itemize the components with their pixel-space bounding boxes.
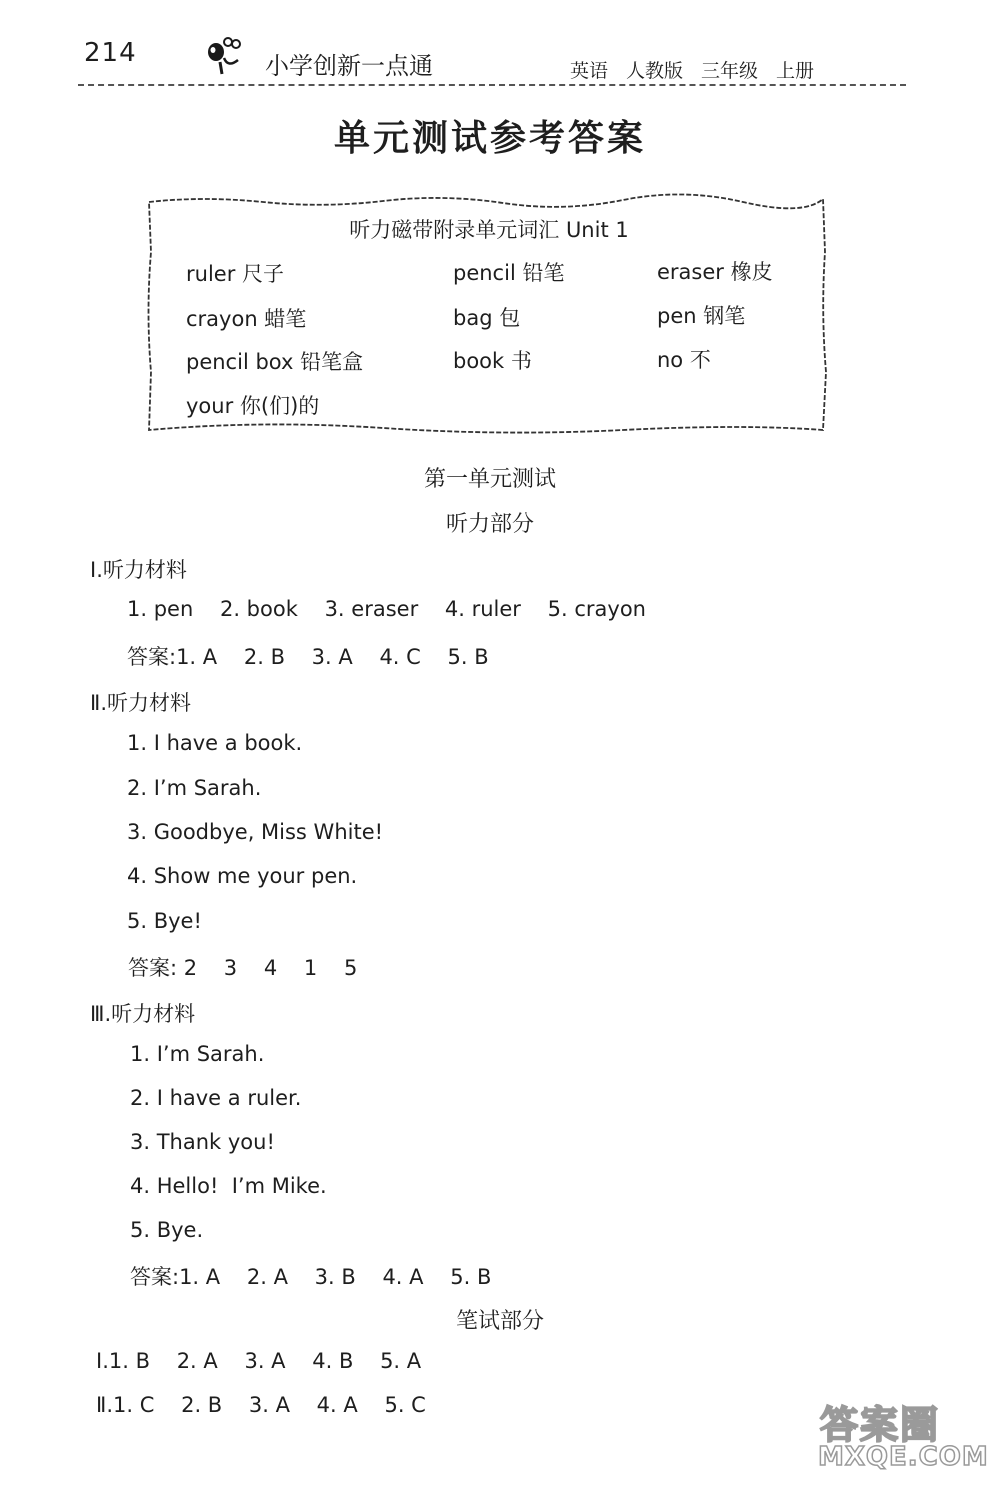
vocab-item: no 不 — [657, 348, 711, 372]
vocab-item: bag 包 — [453, 306, 521, 330]
written-section-title: 笔试部分 — [455, 1309, 544, 1334]
vocab-item: pencil 铅笔 — [453, 261, 565, 285]
watermark-bottom-text: MXQE.COM — [818, 1442, 989, 1472]
part3-line: 2. I have a ruler. — [130, 1086, 302, 1110]
part3-line: 4. Hello! I’m Mike. — [130, 1174, 327, 1198]
unit-title: 第一单元测试 — [423, 467, 556, 492]
part3-label: Ⅲ.听力材料 — [90, 1002, 196, 1026]
vocab-item: your 你(们)的 — [186, 394, 320, 418]
part2-line: 4. Show me your pen. — [127, 864, 358, 888]
book-info — [570, 56, 832, 83]
watermark-top-text: 答案圈 — [820, 1403, 941, 1447]
part2-line: 1. I have a book. — [127, 731, 303, 755]
mascot-icon — [198, 30, 248, 78]
header-divider — [78, 84, 906, 86]
written-answer-row: Ⅱ.1. C 2. B 3. A 4. A 5. C — [96, 1393, 426, 1417]
vocab-item: book 书 — [453, 349, 532, 373]
part3-line: 5. Bye. — [130, 1218, 204, 1242]
part1-label: Ⅰ.听力材料 — [90, 558, 187, 582]
written-answer-row: Ⅰ.1. B 2. A 3. A 4. B 5. A — [96, 1349, 422, 1373]
part2-label: Ⅱ.听力材料 — [90, 691, 192, 715]
vocab-item: pencil box 铅笔盒 — [186, 350, 364, 374]
book-title: 小学创新一点通 — [265, 52, 433, 80]
part3-line: 1. I’m Sarah. — [130, 1042, 265, 1066]
vocab-item: ruler 尺子 — [186, 262, 285, 286]
watermark-logo — [810, 1392, 995, 1478]
volume-label: 上册 — [776, 60, 815, 82]
part2-line: 5. Bye! — [127, 909, 202, 933]
part3-answer: 答案:1. A 2. A 3. B 4. A 5. B — [130, 1265, 492, 1289]
grade-label: 三年级 — [701, 60, 759, 82]
part3-line: 3. Thank you! — [130, 1130, 275, 1154]
page-title: 单元测试参考答案 — [333, 117, 646, 159]
listening-section-title: 听力部分 — [445, 512, 534, 537]
page-number: 214 — [84, 38, 137, 68]
vocab-item: crayon 蜡笔 — [186, 307, 307, 331]
part1-answer: 答案:1. A 2. B 3. A 4. C 5. B — [127, 645, 489, 669]
part2-line: 2. I’m Sarah. — [127, 776, 262, 800]
part1-material: 1. pen 2. book 3. eraser 4. ruler 5. crayon — [127, 597, 646, 621]
vocab-item: pen 钢笔 — [657, 304, 746, 328]
vocab-item: eraser 橡皮 — [657, 260, 773, 284]
edition-label: 人教版 — [626, 60, 684, 82]
subject-label: 英语 — [570, 60, 609, 82]
vocab-heading: 听力磁带附录单元词汇 Unit 1 — [349, 218, 629, 242]
part2-answer: 答案: 2 3 4 1 5 — [128, 956, 358, 980]
part2-line: 3. Goodbye, Miss White! — [127, 820, 384, 844]
